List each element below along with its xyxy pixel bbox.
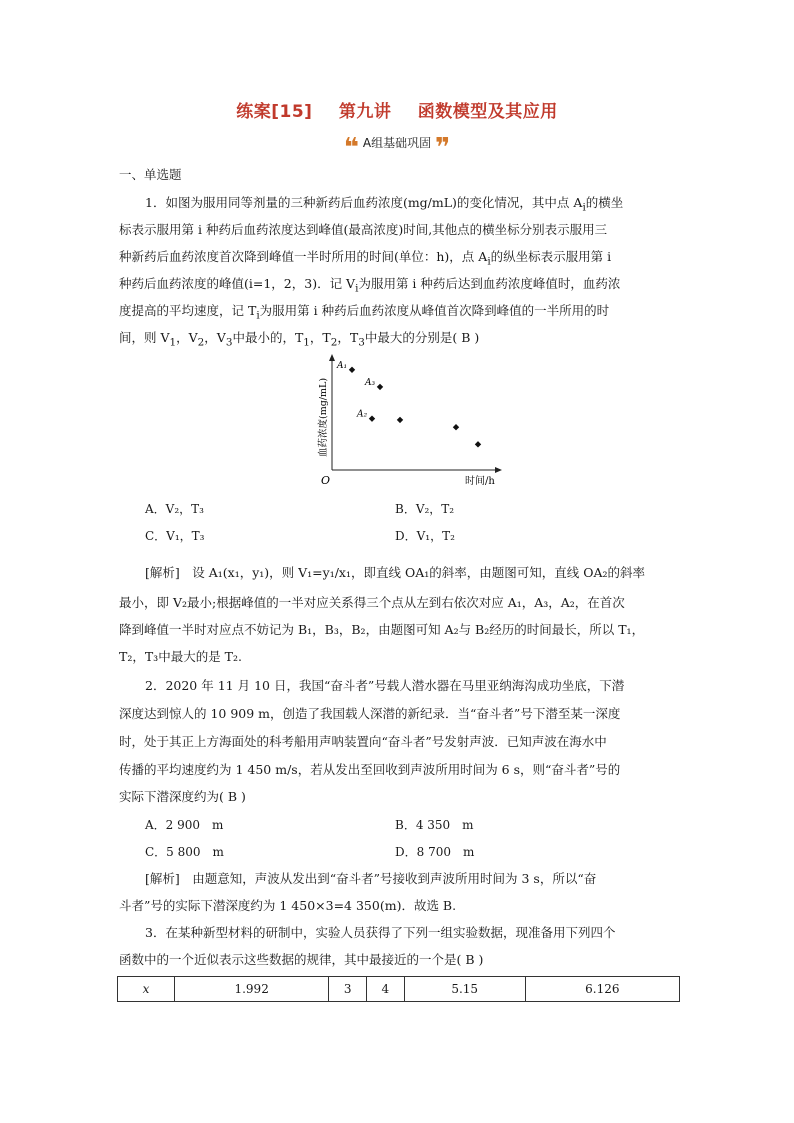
q1-option-b: B．V₂，T₂ — [395, 502, 455, 516]
quote-open-icon: ❝ — [343, 133, 360, 163]
data-point-6 — [475, 441, 481, 447]
table-row — [118, 977, 680, 1002]
q1-analysis-2: 最小，即 V₂最小;根据峰值的一半对应关系得三个点从左到右依次对应 A₁，A₃，A₂，在首次 — [119, 595, 625, 610]
data-point-1 — [349, 367, 355, 373]
q1-analysis-1: [解析] 设 A₁(x₁，y₁)，则 V₁=y₁/x₁，即直线 OA₁的斜率，由题图可知，直线 OA₂的斜率 — [145, 565, 646, 580]
table-cell: 6.126 — [525, 977, 679, 1002]
q2-option-b: B．4 350 m — [395, 818, 474, 832]
q1-option-c: C．V₁，T₃ — [145, 529, 205, 543]
q1-option-d: D．V₁，T₂ — [395, 529, 455, 543]
data-point-4 — [397, 417, 403, 423]
q2-line-1: 2．2020 年 11 月 10 日，我国“奋斗者”号载人潜水器在马里亚纳海沟成功坐底，下潜 — [145, 678, 625, 693]
data-point-3 — [369, 415, 375, 421]
x-axis-label: 时间/h — [465, 476, 495, 487]
points-layer — [336, 361, 481, 448]
q1-analysis-3: 降到峰值一半时对应点不妨记为 B₁，B₃，B₂，由题图可知 A₂与 B₂经历的时间最长，所以 T₁， — [119, 622, 645, 637]
q1-line-3: 种新药后血药浓度首次降到峰值一半时所用的时间(单位：h)，点 $A_i$的纵坐标表示服用第 i — [119, 249, 612, 268]
q2-line-2: 深度达到惊人的 10 909 m，创造了我国载人深潜的新纪录．当“奋斗者”号下潜至某一深度 — [119, 706, 621, 721]
section-label: 一、单选题 — [119, 167, 182, 182]
q1-line-6: 间，则 $V_1$，$V_2$，$V_3$中最小的，$T_1$，$T_2$，$T_3$中最大的分别是( B ) — [119, 330, 480, 349]
q1-line-2: 标表示服用第 i 种药后血药浓度达到峰值(最高浓度)时间,其他点的横坐标分别表示服用三 — [119, 222, 608, 237]
q1-line-5: 度提高的平均速度，记 $T_i$为服用第 i 种药后血药浓度从峰值首次降到峰值的一半所用的时 — [119, 303, 610, 322]
origin-label: O — [321, 474, 331, 487]
table-cell: 4 — [367, 977, 405, 1002]
q3-line-2: 函数中的一个近似表示这些数据的规律，其中最接近的一个是( B ) — [119, 952, 484, 967]
point-label-2: A₃ — [365, 377, 376, 388]
table-cell: 5.15 — [404, 977, 525, 1002]
table-cell: 1.992 — [175, 977, 329, 1002]
data-point-2 — [377, 384, 383, 390]
q2-line-4: 传播的平均速度约为 1 450 m/s，若从发出至回收到声波所用时间为 6 s，则“奋斗者”号的 — [119, 762, 621, 777]
q1-line-4: 种药后血药浓度的峰值(i=1，2，3)．记 $V_i$为服用第 i 种药后达到血药浓度峰值时，血药浓 — [119, 276, 621, 295]
x-axis-arrow — [495, 467, 502, 473]
table-cell: 3 — [329, 977, 367, 1002]
y-axis-label: 血药浓度(mg/mL) — [318, 377, 329, 457]
title-part3: 函数模型及其应用 — [417, 102, 558, 122]
y-axis-arrow — [329, 354, 335, 361]
point-label-3: A₂ — [357, 409, 368, 420]
concentration-chart — [310, 352, 510, 487]
data-point-5 — [453, 424, 459, 430]
q3-data-table — [117, 976, 680, 1002]
quote-close-icon: ❞ — [434, 133, 451, 163]
q3-line-1: 3．在某种新型材料的研制中，实验人员获得了下列一组实验数据，现准备用下列四个 — [145, 925, 616, 940]
q1-analysis-4: T₂，T₃中最大的是 T₂. — [119, 649, 242, 664]
q2-option-d: D．8 700 m — [395, 845, 475, 859]
q1-line-1: 1．如图为服用同等剂量的三种新药后血药浓度(mg/mL)的变化情况，其中点 $A_i$的横坐 — [145, 195, 624, 214]
point-label-1: A₁ — [337, 360, 348, 371]
q2-analysis-1: [解析] 由题意知，声波从发出到“奋斗者”号接收到声波所用时间为 3 s，所以“奋 — [145, 871, 597, 886]
title-part1: 练案[15] — [236, 102, 313, 122]
q2-line-5: 实际下潜深度约为( B ) — [119, 789, 246, 804]
q2-option-c: C．5 800 m — [145, 845, 224, 859]
page-title — [0, 97, 794, 122]
table-header-cell: x — [118, 977, 175, 1002]
q1-option-a: A．V₂，T₃ — [145, 502, 204, 516]
q2-analysis-2: 斗者”号的实际下潜深度约为 1 450×3=4 350(m)．故选 B. — [119, 898, 457, 913]
q2-option-a: A．2 900 m — [145, 818, 224, 832]
group-heading — [0, 133, 794, 163]
q2-line-3: 时，处于其正上方海面处的科考船用声呐装置向“奋斗者”号发射声波．已知声波在海水中 — [119, 734, 607, 749]
title-part2: 第九讲 — [338, 102, 392, 122]
group-label: A组基础巩固 — [362, 136, 432, 150]
